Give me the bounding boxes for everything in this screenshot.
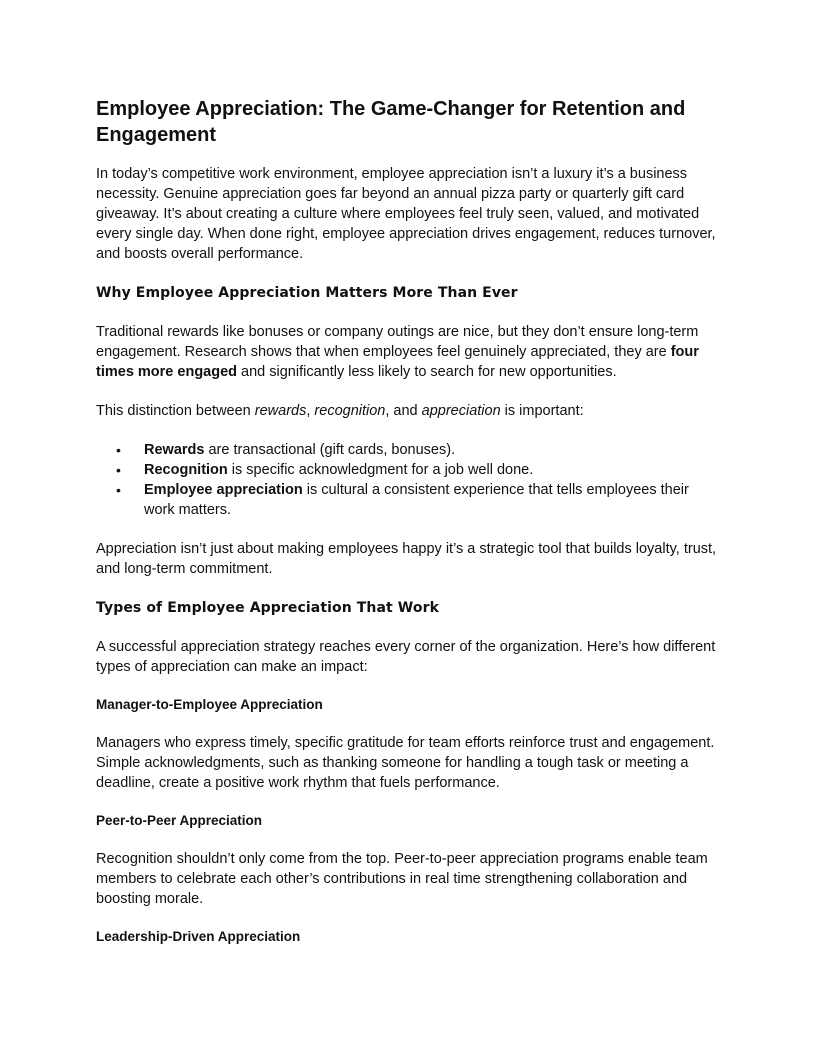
distinction-paragraph [96, 401, 720, 421]
research-bold-stat: four times more engaged [96, 344, 699, 380]
types-intro-paragraph: A successful appreciation strategy reaches every corner of the organization. Here’s how different types of appreciation can make an impact: [96, 639, 716, 675]
subheading-leadership-driven: Leadership-Driven Appreciation [96, 929, 301, 944]
term-appreciation: appreciation [421, 403, 501, 419]
bullet-term: Recognition [144, 462, 228, 478]
distinction-sep-1: , [306, 403, 315, 419]
bullet-term: Employee appreciation [144, 482, 303, 498]
bullet-text: is cultural a consistent experience that tells employees their work matters. [144, 482, 689, 518]
document-title: Employee Appreciation: The Game-Changer for Retention and Engagement [96, 98, 686, 146]
subheading-manager-to-employee: Manager-to-Employee Appreciation [96, 697, 323, 712]
peer-to-peer-paragraph: Recognition shouldn’t only come from the top. Peer-to-peer appreciation programs enable team members to celebrate each other’s contributions in real time strengthening collaboration and boosting morale. [96, 851, 708, 907]
distinction-text-end: is important: [500, 403, 584, 419]
term-rewards: rewards [254, 403, 307, 419]
distinction-text-start: This distinction between [96, 403, 255, 419]
bullet-icon: • [116, 462, 121, 478]
research-text-start: Traditional rewards like bonuses or company outings are nice, but they don’t ensure long-term engagement. Research shows that when employees feel genuinely appreciated, they are [96, 324, 699, 360]
research-paragraph [96, 322, 720, 382]
intro-paragraph: In today’s competitive work environment, employee appreciation isn’t a luxury it’s a business necessity. Genuine appreciation goes far beyond an annual pizza party or quarterly gift card giveaway. It’s about creating a culture where employees feel truly seen, valued, and motivated every single day. When done right, employee appreciation drives engagement, reduces turnover, and boosts overall performance. [96, 166, 716, 262]
list-item [96, 440, 720, 460]
research-text-end: and significantly less likely to search for new opportunities. [237, 364, 617, 380]
bullet-icon: • [116, 442, 121, 458]
distinction-sep-2: , and [385, 403, 422, 419]
strategic-tool-paragraph: Appreciation isn’t just about making employees happy it’s a strategic tool that builds loyalty, trust, and long-term commitment. [96, 541, 717, 577]
term-recognition: recognition [314, 403, 386, 419]
bullet-text: is specific acknowledgment for a job well done. [227, 462, 534, 478]
bullet-term: Rewards [144, 442, 205, 458]
document-page [96, 96, 720, 965]
bullet-icon: • [116, 482, 121, 498]
list-item [96, 460, 720, 480]
distinction-bullet-list [96, 440, 720, 520]
bullet-text: are transactional (gift cards, bonuses). [204, 442, 456, 458]
subheading-peer-to-peer: Peer-to-Peer Appreciation [96, 813, 263, 828]
section-heading-types: Types of Employee Appreciation That Work [96, 600, 439, 616]
manager-to-employee-paragraph: Managers who express timely, specific gratitude for team efforts reinforce trust and engagement. Simple acknowledgments, such as thanking someone for handling a tough task or meeting a deadline, create a positive work rhythm that fuels performance. [96, 735, 715, 791]
list-item [96, 480, 720, 520]
section-heading-why-appreciation: Why Employee Appreciation Matters More Than Ever [96, 285, 518, 301]
